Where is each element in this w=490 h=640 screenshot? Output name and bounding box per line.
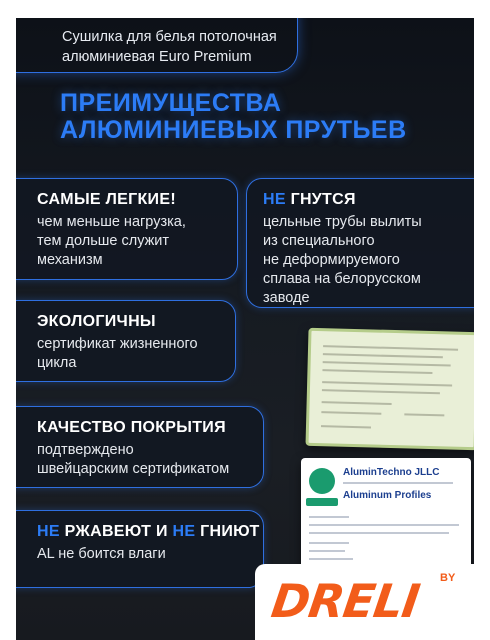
card-no-bend-line4: сплава на белорусском — [263, 271, 421, 287]
card-no-rust-heading — [37, 523, 260, 541]
card-no-rust — [16, 510, 264, 588]
card-lightest-heading: САМЫЕ ЛЕГКИЕ! — [37, 191, 176, 208]
certificate-company: AluminTechno JLLC — [343, 467, 440, 478]
card-no-rust-accent1: НЕ — [37, 523, 60, 540]
main-heading-line1: ПРЕИМУЩЕСТВА — [60, 89, 282, 117]
card-lightest-text — [37, 213, 186, 270]
card-no-bend-line3: не деформируемого — [263, 252, 400, 268]
card-no-bend-line2: из специального — [263, 233, 375, 249]
brand-logo: DRELI — [268, 574, 423, 628]
main-heading-line2: АЛЮМИНИЕВЫХ ПРУТЬЕВ — [60, 116, 407, 144]
card-no-bend-heading-accent: НЕ — [263, 191, 286, 208]
card-coating-text — [37, 441, 229, 479]
card-coating-line1: подтверждено — [37, 442, 134, 458]
card-no-bend-text — [263, 213, 422, 308]
product-title-line1: Сушилка для белья потолочная — [62, 29, 277, 45]
card-coating-line2: швейцарским сертификатом — [37, 461, 230, 477]
card-no-bend-heading-rest: ГНУТСЯ — [285, 191, 356, 208]
card-no-rust-accent2: НЕ — [172, 523, 196, 540]
card-eco-heading: ЭКОЛОГИЧНЫ — [37, 313, 156, 330]
card-no-rust-text — [37, 545, 166, 564]
card-no-rust-rest: ГНИЮТ — [195, 523, 260, 540]
lifecycle-certificate-image — [305, 328, 474, 450]
card-coating-heading: КАЧЕСТВО ПОКРЫТИЯ — [37, 419, 226, 436]
card-eco-line1: сертификат жизненного — [37, 336, 198, 352]
poster — [16, 18, 474, 640]
product-title — [62, 27, 277, 67]
main-heading — [60, 90, 407, 144]
certificate-product: Aluminum Profiles — [343, 490, 432, 501]
card-no-rust-mid: РЖАВЕЮТ И — [59, 523, 173, 540]
product-title-line2: алюминиевая Euro Premium — [62, 49, 252, 65]
certificate-logo-icon — [309, 468, 335, 494]
card-eco-line2: цикла — [37, 355, 77, 371]
card-lightest-line2: тем дольше служит — [37, 233, 170, 249]
card-lightest — [16, 178, 238, 280]
card-no-rust-line1: AL не боится влаги — [37, 546, 166, 562]
card-no-bend-line1: цельные трубы вылиты — [263, 214, 422, 230]
card-no-bend-line5: заводе — [263, 290, 310, 306]
card-lightest-line1: чем меньше нагрузка, — [37, 214, 186, 230]
card-coating — [16, 406, 264, 488]
brand-suffix: BY — [440, 572, 456, 584]
card-no-bend-heading — [263, 191, 356, 209]
card-no-bend — [246, 178, 474, 308]
card-eco — [16, 300, 236, 382]
card-eco-text — [37, 335, 198, 373]
card-lightest-line3: механизм — [37, 252, 103, 268]
